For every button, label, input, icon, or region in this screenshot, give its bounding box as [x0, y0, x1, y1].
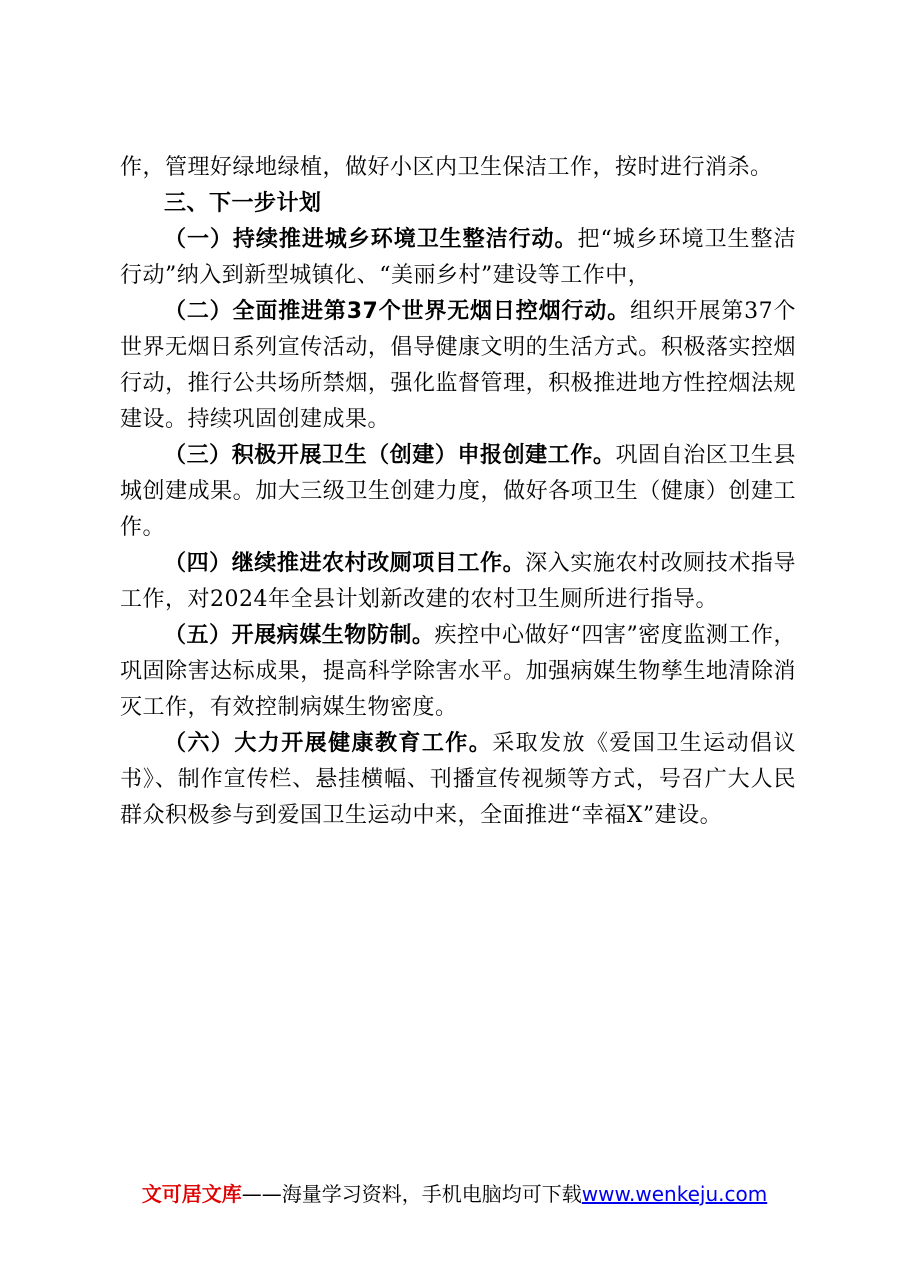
footer-banner	[0, 1178, 909, 1207]
item-text: 把“城乡环境卫生整洁行动”纳入到新型城镇化、“美丽乡村”建设等工作中，	[120, 227, 796, 288]
plan-item-4	[120, 546, 796, 618]
item-title: （六）大力开展健康教育工作。	[164, 731, 493, 756]
section-heading	[120, 186, 796, 222]
plan-item-6	[120, 726, 796, 834]
heading-text: 三、下一步计划	[164, 191, 322, 216]
plan-item-2	[120, 294, 796, 438]
continuation-paragraph	[120, 150, 796, 186]
item-title: （一）持续推进城乡环境卫生整洁行动。	[164, 227, 578, 252]
paragraph-text: 作，管理好绿地绿植，做好小区内卫生保洁工作，按时进行消杀。	[120, 155, 773, 180]
footer-link[interactable]: www.wenkeju.com	[581, 1182, 768, 1206]
item-title: （四）继续推进农村改厕项目工作。	[164, 551, 526, 576]
item-title: （二）全面推进第37个世界无烟日控烟行动。	[164, 299, 630, 324]
footer-tagline: ——海量学习资料，手机电脑均可下载	[241, 1182, 582, 1206]
item-title: （三）积极开展卫生（创建）申报创建工作。	[164, 443, 616, 468]
document-body	[120, 150, 796, 834]
plan-item-1	[120, 222, 796, 294]
footer-brand: 文可居文库	[141, 1182, 242, 1206]
item-title: （五）开展病媒生物防制。	[164, 623, 435, 648]
plan-item-5	[120, 618, 796, 726]
item-text: 深入实施农村改厕技术指导工作，对2024年全县计划新改建的农村卫生厕所进行指导。	[120, 551, 796, 612]
plan-item-3	[120, 438, 796, 546]
item-text: 采取发放《爱国卫生运动倡议书》、制作宣传栏、悬挂横幅、刊播宣传视频等方式，号召广大人民群众积极参与到爱国卫生运动中来，全面推进“幸福X”建设。	[120, 731, 796, 828]
item-text: 组织开展第37个世界无烟日系列宣传活动，倡导健康文明的生活方式。积极落实控烟行动，推行公共场所禁烟，强化监督管理，积极推进地方性控烟法规建设。持续巩固创建成果。	[120, 299, 796, 432]
item-text: 巩固自治区卫生县城创建成果。加大三级卫生创建力度，做好各项卫生（健康）创建工作。	[120, 443, 796, 540]
item-text: 疾控中心做好“四害”密度监测工作，巩固除害达标成果，提高科学除害水平。加强病媒生物孳生地清除消灭工作，有效控制病媒生物密度。	[120, 623, 796, 720]
